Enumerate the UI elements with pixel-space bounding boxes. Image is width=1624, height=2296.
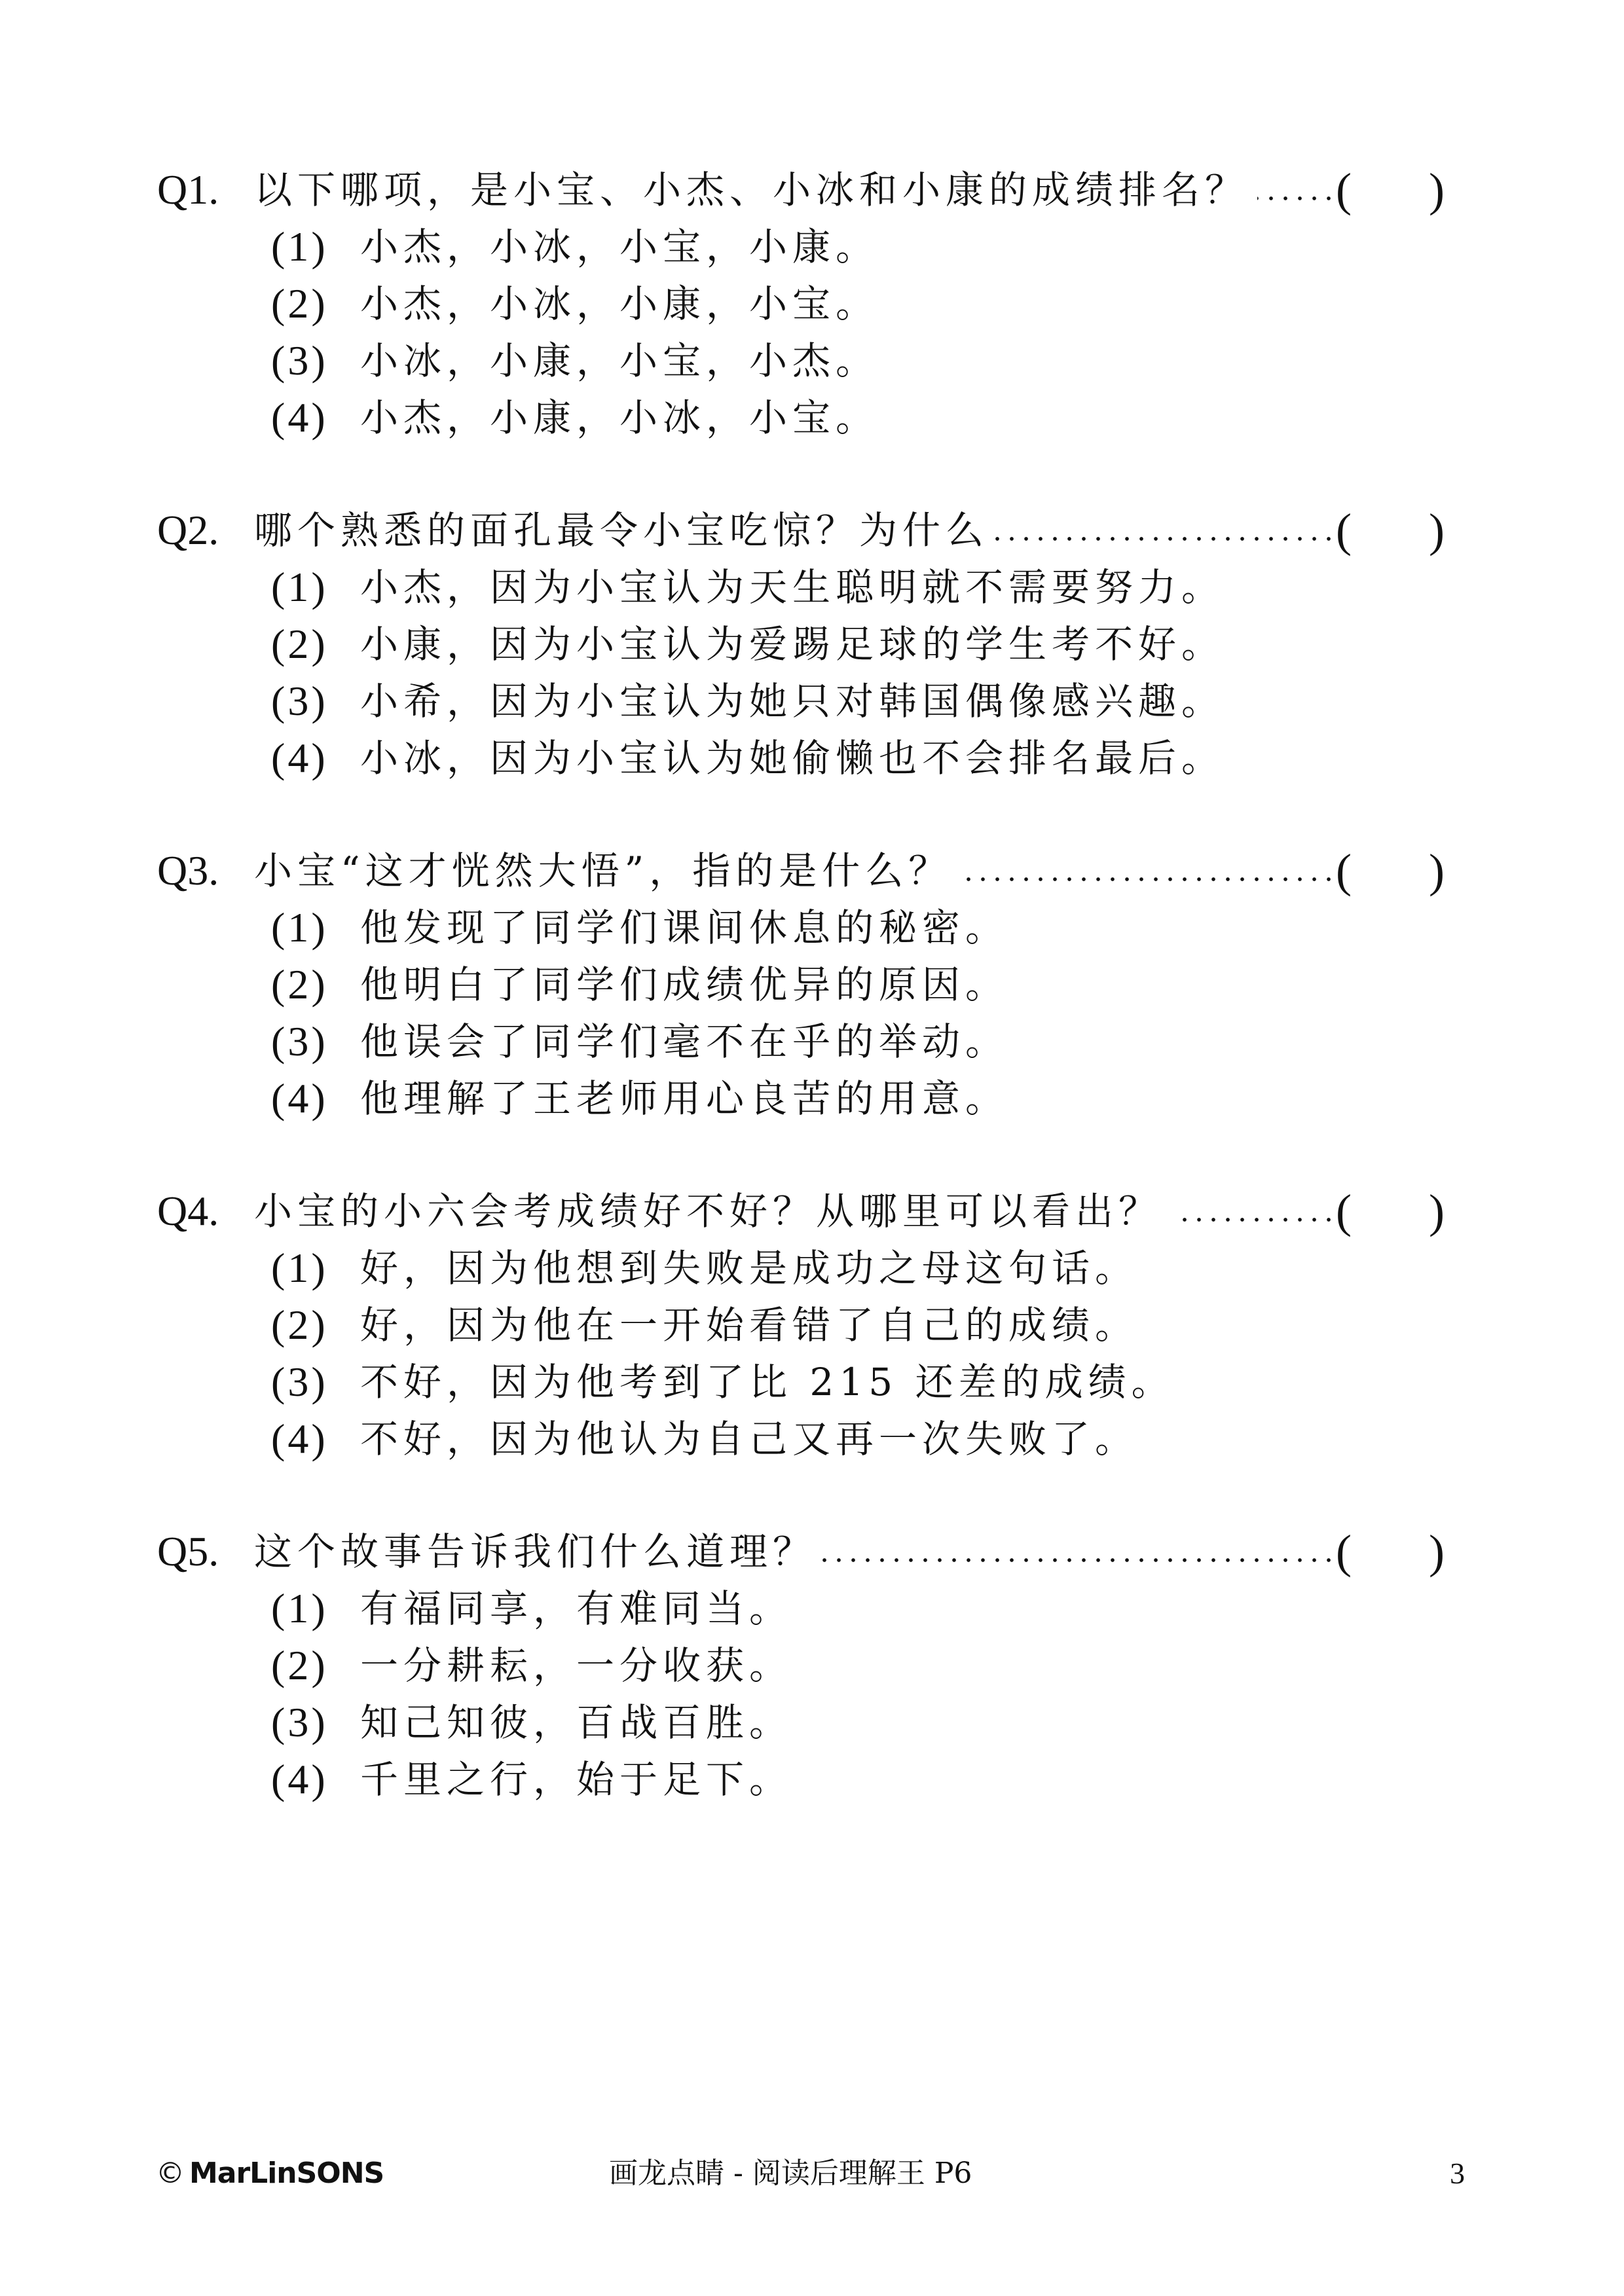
option-number: (2): [271, 961, 328, 1008]
page-number: 3: [1450, 2157, 1465, 2190]
option-text: 小杰，小康，小冰，小宝。: [360, 395, 879, 440]
answer-blank[interactable]: [1353, 1189, 1426, 1233]
question-label: Q2.: [157, 507, 219, 553]
option-text: 不好，因为他考到了比 215 还差的成绩。: [360, 1360, 1175, 1404]
answer-paren-open: (: [1336, 164, 1352, 216]
option-number: (4): [271, 1756, 328, 1802]
page-footer: [0, 2151, 1624, 2196]
option-number: (1): [271, 1245, 328, 1291]
option-item: [0, 1753, 1624, 1806]
option-item: [0, 675, 1624, 727]
option-number: (2): [271, 1302, 328, 1348]
question-text: 这个故事告诉我们什么道理？: [254, 1529, 817, 1574]
option-item: [0, 1639, 1624, 1692]
option-number: (1): [271, 904, 328, 951]
question-2: [0, 504, 1624, 556]
option-number: (2): [271, 1642, 328, 1688]
dot-leader: [994, 537, 1336, 541]
answer-paren-open: (: [1336, 1185, 1352, 1237]
answer-paren-close: ): [1429, 164, 1445, 216]
question-4: [0, 1185, 1624, 1237]
answer-paren-open: (: [1336, 504, 1352, 556]
option-text: 一分耕耘，一分收获。: [360, 1643, 793, 1688]
publisher-logo: [156, 2151, 384, 2196]
book-title: 画龙点睛 - 阅读后理解王 P6: [609, 2157, 972, 2190]
question-label: Q3.: [157, 847, 219, 894]
answer-paren-close: ): [1429, 504, 1445, 556]
option-text: 他理解了王老师用心良苦的用意。: [360, 1076, 1009, 1121]
publisher-name: MarLinSONS: [189, 2157, 384, 2190]
option-item: [0, 618, 1624, 670]
option-item: [0, 732, 1624, 784]
option-text: 小杰，因为小宝认为天生聪明就不需要努力。: [360, 565, 1225, 610]
option-text: 好，因为他在一开始看错了自己的成绩。: [360, 1303, 1139, 1347]
option-text: 他发现了同学们课间休息的秘密。: [360, 905, 1009, 950]
option-number: (1): [271, 1585, 328, 1631]
option-number: (3): [271, 337, 328, 384]
option-item: [0, 561, 1624, 613]
dot-leader: [822, 1558, 1336, 1562]
option-item: [0, 1242, 1624, 1294]
answer-blank[interactable]: [1353, 168, 1426, 212]
answer-paren-close: ): [1429, 1185, 1445, 1237]
option-number: (1): [271, 564, 328, 610]
option-text: 他误会了同学们毫不在乎的举动。: [360, 1019, 1009, 1064]
option-number: (3): [271, 678, 328, 724]
dot-leader: [1175, 1218, 1336, 1222]
option-item: [0, 1015, 1624, 1068]
option-number: (2): [271, 280, 328, 327]
option-number: (4): [271, 394, 328, 441]
option-text: 他明白了同学们成绩优异的原因。: [360, 962, 1009, 1007]
question-5: [0, 1525, 1624, 1578]
option-text: 千里之行，始于足下。: [360, 1757, 793, 1802]
question-text: 小宝的小六会考成绩好不好？从哪里可以看出？: [254, 1189, 1162, 1233]
option-item: [0, 1582, 1624, 1635]
question-text: 哪个熟悉的面孔最令小宝吃惊？为什么: [254, 508, 989, 553]
answer-paren-open: (: [1336, 845, 1352, 897]
answer-blank[interactable]: [1353, 1529, 1426, 1574]
option-text: 知己知彼，百战百胜。: [360, 1700, 793, 1745]
option-item: [0, 278, 1624, 330]
option-item: [0, 958, 1624, 1011]
question-3: [0, 845, 1624, 897]
option-number: (3): [271, 1358, 328, 1405]
option-text: 好，因为他想到失败是成功之母这句话。: [360, 1246, 1139, 1290]
option-item: [0, 1299, 1624, 1351]
option-number: (1): [271, 223, 328, 270]
option-item: [0, 1356, 1624, 1408]
option-number: (4): [271, 1415, 328, 1462]
answer-blank[interactable]: [1353, 508, 1426, 553]
option-number: (2): [271, 621, 328, 667]
question-text: 小宝“这才恍然大悟”，指的是什么？: [254, 848, 952, 893]
copyright-icon: ©: [156, 2157, 184, 2190]
option-text: 小希，因为小宝认为她只对韩国偶像感兴趣。: [360, 679, 1225, 723]
answer-paren-open: (: [1336, 1525, 1352, 1578]
option-text: 小冰，因为小宝认为她偷懒也不会排名最后。: [360, 736, 1225, 780]
option-item: [0, 1072, 1624, 1125]
dot-leader: [956, 877, 1336, 881]
option-item: [0, 1696, 1624, 1749]
option-number: (3): [271, 1018, 328, 1065]
option-text: 小杰，小冰，小宝，小康。: [360, 225, 879, 269]
option-number: (4): [271, 735, 328, 781]
answer-paren-close: ): [1429, 845, 1445, 897]
question-label: Q5.: [157, 1528, 219, 1575]
option-item: [0, 221, 1624, 273]
option-item: [0, 1413, 1624, 1465]
option-number: (4): [271, 1075, 328, 1121]
option-item: [0, 335, 1624, 387]
question-label: Q1.: [157, 166, 219, 213]
question-label: Q4.: [157, 1188, 219, 1234]
option-text: 小冰，小康，小宝，小杰。: [360, 338, 879, 383]
option-item: [0, 392, 1624, 444]
option-text: 有福同享，有难同当。: [360, 1586, 793, 1631]
option-text: 小杰，小冰，小康，小宝。: [360, 282, 879, 326]
option-item: [0, 902, 1624, 954]
answer-paren-close: ): [1429, 1525, 1445, 1578]
option-text: 不好，因为他认为自己又再一次失败了。: [360, 1417, 1139, 1461]
option-number: (3): [271, 1699, 328, 1745]
dot-leader: [1257, 196, 1336, 200]
question-text: 以下哪项，是小宝、小杰、小冰和小康的成绩排名？: [254, 168, 1249, 212]
question-1: [0, 164, 1624, 216]
answer-blank[interactable]: [1353, 848, 1426, 893]
option-text: 小康，因为小宝认为爱踢足球的学生考不好。: [360, 622, 1225, 666]
